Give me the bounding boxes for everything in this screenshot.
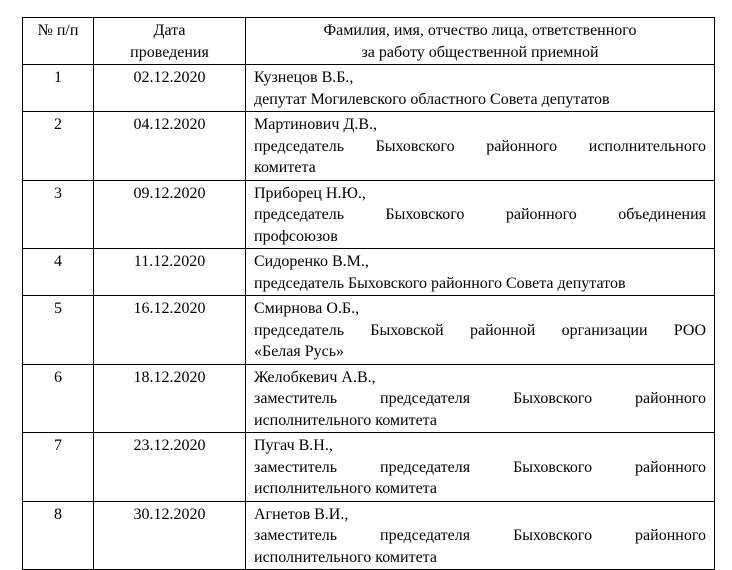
person-position-line: депутат Могилевского областного Совета депутатов [254,90,610,108]
row-number: 6 [23,364,94,433]
table-row [23,501,715,570]
header-number-label: № п/п [37,22,79,39]
person-position-line: председатель Быховского районного объединения [254,206,706,223]
person-name: Мартинович Д.В., [254,116,377,133]
row-person [246,65,715,112]
person-position-line: исполнительного комитета [254,480,437,497]
person-name: Агнетов В.И., [254,505,349,523]
person-position-line: заместитель председателя Быховского районного [254,390,706,407]
row-date: 30.12.2020 [94,501,246,570]
person-position-line: комитета [254,159,316,176]
person-position-line: исполнительного комитета [254,548,437,566]
row-number: 2 [23,112,94,181]
person-position-line: исполнительного комитета [254,411,437,429]
header-date-line1: Дата [153,22,186,39]
row-number: 1 [23,65,94,112]
row-number: 3 [23,180,94,249]
person-position-line: профсоюзов [254,227,338,245]
row-date: 02.12.2020 [94,65,246,112]
row-date: 18.12.2020 [94,364,246,433]
table-row [23,296,715,365]
header-person-line2: за работу общественной приемной [361,43,599,61]
table-row [23,364,715,433]
table-row [23,65,715,112]
row-person [246,501,715,570]
person-name: Желобкевич А.В., [254,368,376,386]
table-row [23,112,715,181]
row-person [246,364,715,433]
person-position-line: председатель Быховской районной организации РОО [254,321,706,339]
header-person [246,18,715,65]
header-date [94,18,246,65]
row-number: 5 [23,296,94,365]
table-header-row [23,18,715,65]
row-person [246,180,715,249]
person-name: Пугач В.Н., [254,437,333,454]
header-date-line2: проведения [130,43,209,61]
row-date: 09.12.2020 [94,180,246,249]
person-name: Приборец Н.Ю., [254,184,366,202]
row-number: 8 [23,501,94,570]
table-row [23,433,715,502]
person-position-line: «Белая Русь» [254,343,345,360]
row-date: 23.12.2020 [94,433,246,502]
row-number: 7 [23,433,94,502]
table-row [23,249,715,296]
table-body [23,65,715,570]
header-number [23,18,94,65]
table-row [23,180,715,249]
row-date: 11.12.2020 [94,249,246,296]
row-date: 16.12.2020 [94,296,246,365]
person-position-line: председатель Быховского районного исполнительного [254,137,706,155]
person-name: Смирнова О.Б., [254,300,360,317]
header-person-line1: Фамилия, имя, отчество лица, ответственного [323,22,637,39]
person-position-line: заместитель председателя Быховского районного [254,527,706,544]
reception-schedule-table [22,17,715,570]
person-name: Сидоренко В.М., [254,253,369,270]
row-person [246,296,715,365]
row-date: 04.12.2020 [94,112,246,181]
person-position-line: председатель Быховского районного Совета депутатов [254,274,626,292]
person-name: Кузнецов В.Б., [254,69,354,86]
row-person [246,433,715,502]
row-person [246,112,715,181]
person-position-line: заместитель председателя Быховского районного [254,458,706,476]
row-person [246,249,715,296]
row-number: 4 [23,249,94,296]
